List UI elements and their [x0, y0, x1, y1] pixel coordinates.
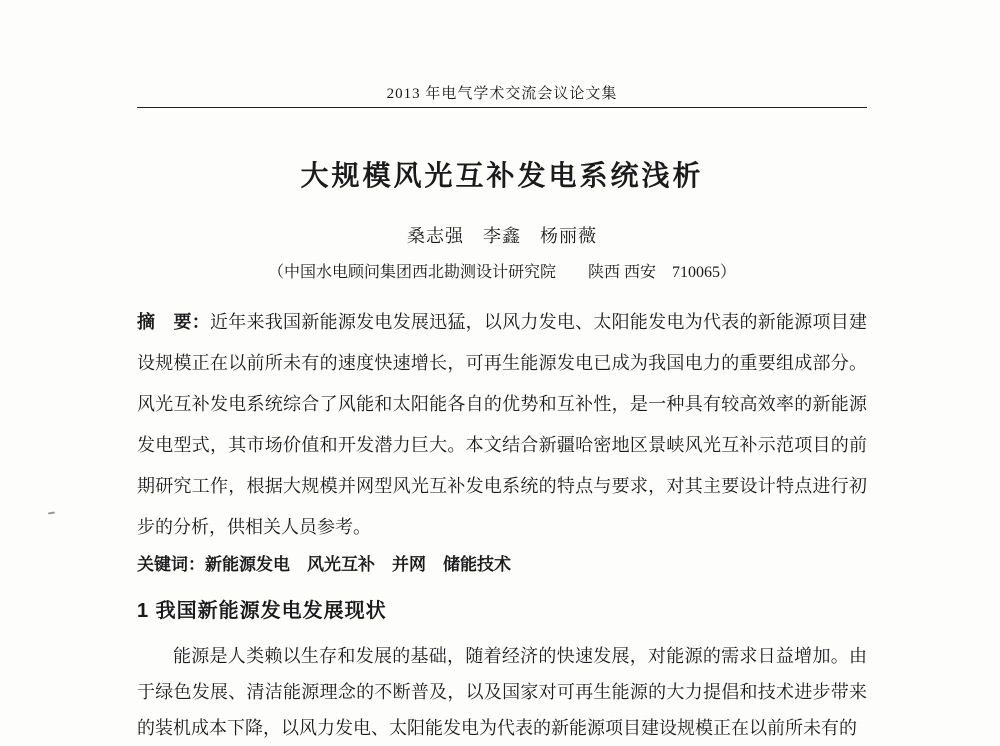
scan-artifact-speck	[48, 512, 55, 515]
page-header	[137, 0, 867, 108]
section-1-heading: 1 我国新能源发电发展现状	[137, 600, 387, 622]
affiliation-line: （中国水电顾问集团西北勘测设计研究院 陕西 西安 710065）	[267, 264, 736, 281]
keywords-text: 新能源发电 风光互补 并网 储能技术	[205, 555, 511, 574]
keywords-line	[137, 548, 867, 582]
abstract-text: 近年来我国新能源发电发展迅猛，以风力发电、太阳能发电为代表的新能源项目建设规模正在以前所未有的速度快速增长，可再生能源发电已成为我国电力的重要组成部分。风光互补发电系统综合了风能和太阳能各自的优势和互补性，是一种具有较高效率的新能源发电型式，其市场价值和开发潜力巨大。本文结合新疆哈密地区景峡风光互补示范项目的前期研究工作，根据大规模并网型风光互补发电系统的特点与要求，对其主要设计特点进行初步的分析，供相关人员参考。	[137, 312, 868, 537]
abstract-paragraph	[137, 302, 867, 548]
authors-line: 桑志强 李鑫 杨丽薇	[407, 226, 597, 246]
section-1-paragraph: 能源是人类赖以生存和发展的基础，随着经济的快速发展，对能源的需求日益增加。由于绿色发展、清洁能源理念的不断普及，以及国家对可再生能源的大力提倡和技术进步带来的装机成本下降，以风力发电、太阳能发电为代表的新能源项目建设规模正在以前所未有的	[137, 646, 867, 738]
abstract-label: 摘 要：	[137, 312, 211, 332]
header-divider	[137, 107, 867, 108]
paper-title: 大规模风光互补发电系统浅析	[300, 160, 704, 191]
keywords-label: 关键词：	[137, 555, 205, 574]
proceedings-title: 2013 年电气学术交流会议论文集	[386, 86, 618, 102]
paper-page	[137, 0, 867, 746]
